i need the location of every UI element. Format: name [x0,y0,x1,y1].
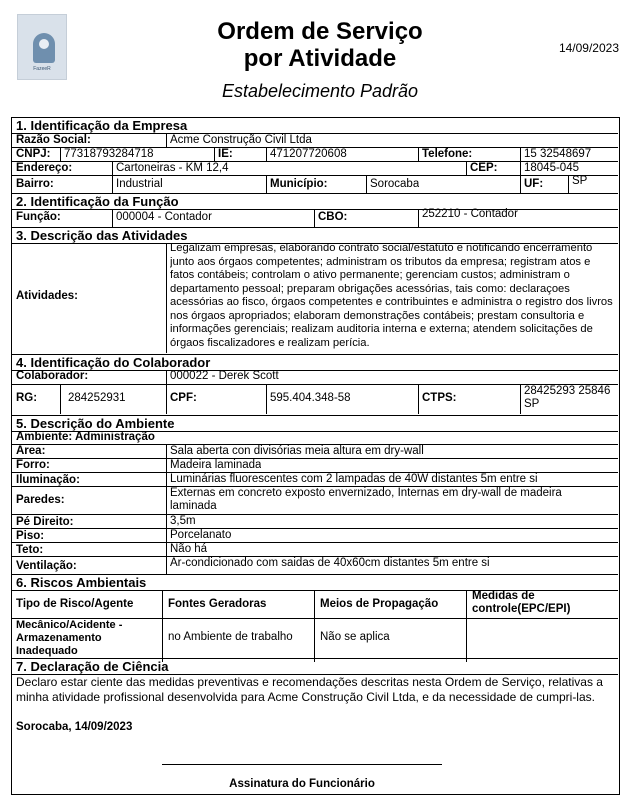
ambiente-row-label: Ventilação: [16,560,77,572]
section-funcao-title: 2. Identificação da Função [12,193,618,210]
risk-row-meios: Não se aplica [320,631,390,643]
company-logo [17,14,67,80]
razao-social-label: Razão Social: [16,134,91,146]
risk-header-medidas: Medidas de controle(EPC/EPI) [472,590,571,615]
cpf-value: 595.404.348-58 [270,392,351,404]
uf-value: SP [572,175,588,187]
funcao-value: 000004 - Contador [116,211,212,223]
telefone-label: Telefone: [422,148,473,160]
funcao-label: Função: [16,211,61,223]
endereco-value: Cartoneiras - KM 12,4 [116,162,229,174]
signature-label: Assinatura do Funcionário [229,778,375,790]
cbo-value: 252210 - Contador [422,208,518,220]
ambiente-row-label: Teto: [16,544,44,556]
cep-label: CEP: [470,162,498,174]
section-empresa-title: 1. Identificação da Empresa [12,118,618,134]
cpf-label: CPF: [170,392,197,404]
ambiente-row-value: Madeira laminada [170,459,262,471]
risk-header-meios: Meios de Propagação [320,598,439,610]
document-title [160,18,480,72]
ambiente-row-label: Piso: [16,530,45,542]
rg-label: RG: [16,392,38,404]
ambiente-row-value: 3,5m [170,515,196,527]
cep-value: 18045-045 [524,162,579,174]
ctps-line-1: 28425293 25846 [524,385,611,397]
ambiente-row-label: Pé Direito: [16,516,74,528]
section-colaborador-title: 4. Identificação do Colaborador [12,354,618,371]
title-line-2: por Atividade [243,45,397,72]
header-date: 14/09/2023 [558,41,619,55]
section-atividades-title: 3. Descrição das Atividades [12,227,618,244]
ambiente-row-label: Iluminação: [16,474,80,486]
ie-label: IE: [218,148,233,160]
atividades-text: Legalizam empresas, elaborando contrato social/estatuto e notificando encerramento junto aos órgaos competentes; administram os tributos da empresa; registram atos e fatos contábeis; controlam o ativo permanente; gerenciam custos; administram o departamento pessoal; preparam obrigações acessórias, tais como: declaraçoes acessórias ao fisco, órgaos competentes e contribuintes e administra o registro dos livros nos órgaos apropriados; elaboram demonstrações contábeis; prestam consultoria e informações gerenciais; realizam auditoria interna e externa; atendem solicitações de órgaos fiscalizadores e realizam perícia. [170,242,613,349]
rg-value: 284252931 [68,392,126,404]
colaborador-value: 000022 - Derek Scott [170,370,279,382]
cnpj-value: 77318793284718 [64,148,154,160]
colaborador-label: Colaborador: [16,370,89,382]
ambiente-row-label: Area: [16,445,46,457]
declaracao-place-date: Sorocaba, 14/09/2023 [16,721,133,733]
municipio-label: Município: [270,178,328,190]
ambiente-row-value: Sala aberta con divisórias meia altura em dry-wall [170,445,424,457]
bairro-label: Bairro: [16,178,54,190]
atividades-label: Atividades: [16,290,78,302]
ambiente-row-label: Paredes: [16,494,65,506]
ambiente-row-value: Ar-condicionado com saidas de 40x60cm distantes 5m entre si [170,557,490,569]
section-declaracao-title: 7. Declaração de Ciência [12,658,618,675]
form-frame [11,117,620,795]
risk-header-fontes: Fontes Geradoras [168,598,267,610]
ambiente-row-value: Externas em concreto exposto envernizado, Internas em dry-wall de madeira laminada [170,487,562,512]
logo-text: FazeeR [33,66,51,72]
signature-line [162,764,442,765]
ambiente-row-label: Forro: [16,459,50,471]
bairro-value: Industrial [116,178,163,190]
ambiente-row-value: Luminárias fluorescentes com 2 lampadas de 40W distantes 5m entre si [170,473,538,485]
logo-emblem-icon [33,33,55,63]
declaracao-text: Declaro estar ciente das medidas preventivas e recomendações descritas nesta Ordem de Serviço, relativas a minha atividade profissional desenvolvida para Acme Construção Civil Ltda, e da necessidade de cumpri-las. [16,675,603,704]
telefone-value: 15 32548697 [524,148,592,160]
cnpj-label: CNPJ: [16,148,51,160]
ctps-line-2: SP [524,398,540,410]
document-subtitle: Estabelecimento Padrão [221,81,419,101]
section-ambiente-title: 5. Descrição do Ambiente [12,415,618,432]
uf-label: UF: [524,178,544,190]
risk-row-fontes: no Ambiente de trabalho [168,631,293,643]
razao-social-value: Acme Construção Civil Ltda [170,134,312,146]
risk-row-tipo: Mecânico/Acidente - Armazenamento Inadequado [16,619,123,657]
ie-value: 471207720608 [270,148,347,160]
title-line-1: Ordem de Serviço [217,18,423,45]
municipio-value: Sorocaba [370,178,420,190]
section-riscos-title: 6. Riscos Ambientais [12,574,618,591]
risk-header-tipo: Tipo de Risco/Agente [16,598,134,610]
ambiente-subtitle: Ambiente: Administração [16,431,155,443]
cbo-label: CBO: [318,211,348,223]
ambiente-row-value: Porcelanato [170,529,232,541]
ambiente-row-value: Não há [170,543,208,555]
endereco-label: Endereço: [16,162,73,174]
ctps-label: CTPS: [422,392,457,404]
